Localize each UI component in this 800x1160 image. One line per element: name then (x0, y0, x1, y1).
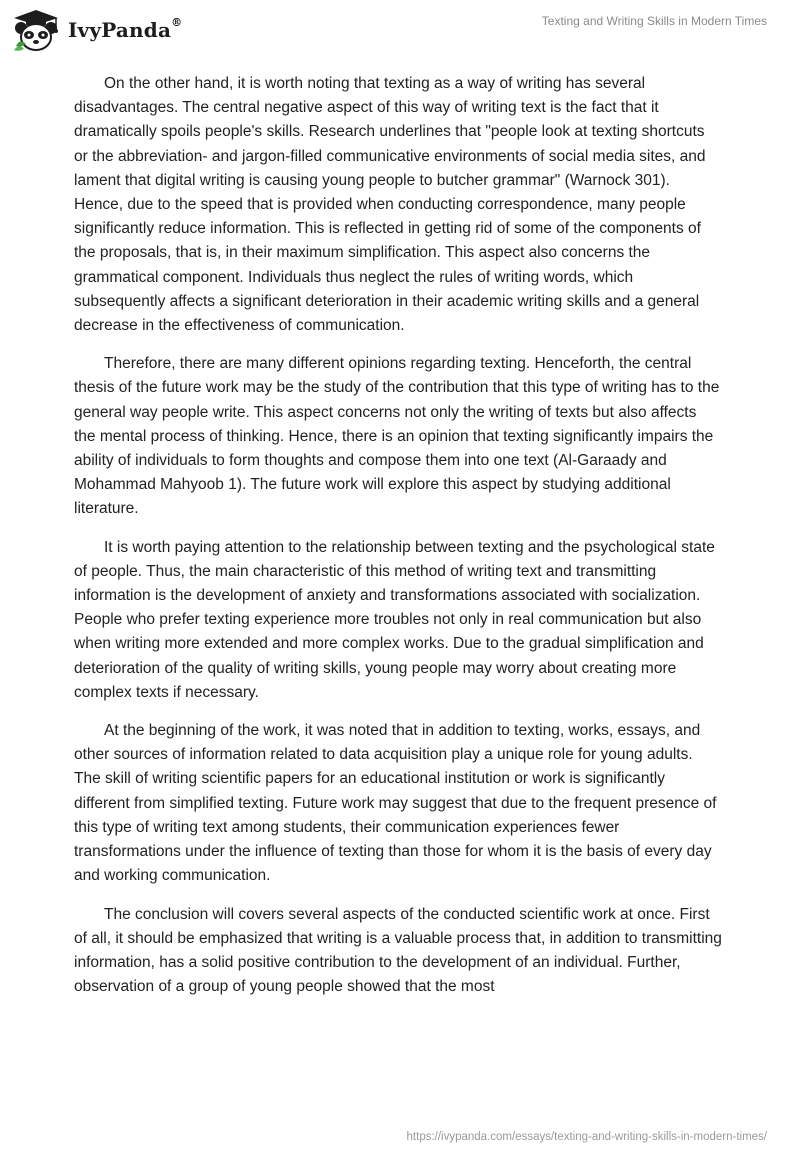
panda-graduate-icon (14, 8, 62, 52)
paragraph: It is worth paying attention to the relationship between texting and the psychological state of people. Thus, the main characteristic of this method of writing text and transmitting information is the development of anxiety and transformations associated with socialization. People who prefer texting experience more troubles not only in real communication but also when writing more extended and more complex works. Due to the gradual simplification and deterioration of the quality of writing skills, young people may worry about creating more complex texts if necessary. (74, 538, 715, 701)
brand-name: IvyPanda® (68, 16, 183, 42)
paragraph: The conclusion will covers several aspects of the conducted scientific work at once. First of all, it should be emphasized that writing is a valuable process that, in addition to transmitting information, has a solid positive contribution to the development of an individual. Further, observation of a group of young people showed that the most (74, 905, 722, 996)
paragraph: At the beginning of the work, it was noted that in addition to texting, works, essays, and other sources of information related to data acquisition play a unique role for young adults. The skill of writing scientific papers for an educational institution or work is significantly different from simplified texting. Future work may suggest that due to the frequent presence of this type of writing text among students, their communication experiences fewer transformations under the influence of texting than those for whom it is the basis of every day and working communication. (74, 722, 717, 885)
page-header (0, 0, 800, 64)
registered-mark: ® (171, 16, 183, 29)
paragraph: On the other hand, it is worth noting that texting as a way of writing has several disadvantages. The central negative aspect of this way of writing text is the fact that it dramatically spoils people's skills. Research underlines that "people look at texting shortcuts or the abbreviation- and jargon-filled communicative environments of social media sites, and lament that digital writing is causing young people to butcher grammar" (Warnock 301). Hence, due to the speed that is provided when conducting correspondence, many people significantly reduce information. This is reflected in getting rid of some of the components of the proposals, that is, in their maximum simplification. This aspect also concerns the grammatical component. Individuals thus neglect the rules of writing words, which subsequently affects a significant deterioration in their academic writing skills and a general decrease in the effectiveness of communication. (74, 75, 706, 335)
paragraph: Therefore, there are many different opinions regarding texting. Henceforth, the central thesis of the future work may be the study of the contribution that this type of writing has to the general way people write. This aspect concerns not only the writing of texts but also affects the mental process of thinking. Hence, there is an opinion that texting significantly impairs the ability of individuals to form thoughts and compose them into one text (Al-Garaady and Mohammad Mahyoob 1). The future work will explore this aspect by studying additional literature. (74, 355, 720, 518)
essay-body (74, 72, 722, 1013)
document-title: Texting and Writing Skills in Modern Times (541, 14, 767, 28)
footer-url[interactable]: https://ivypanda.com/essays/texting-and-writing-skills-in-modern-times/ (406, 1131, 767, 1143)
ivypanda-logo[interactable] (14, 8, 182, 52)
